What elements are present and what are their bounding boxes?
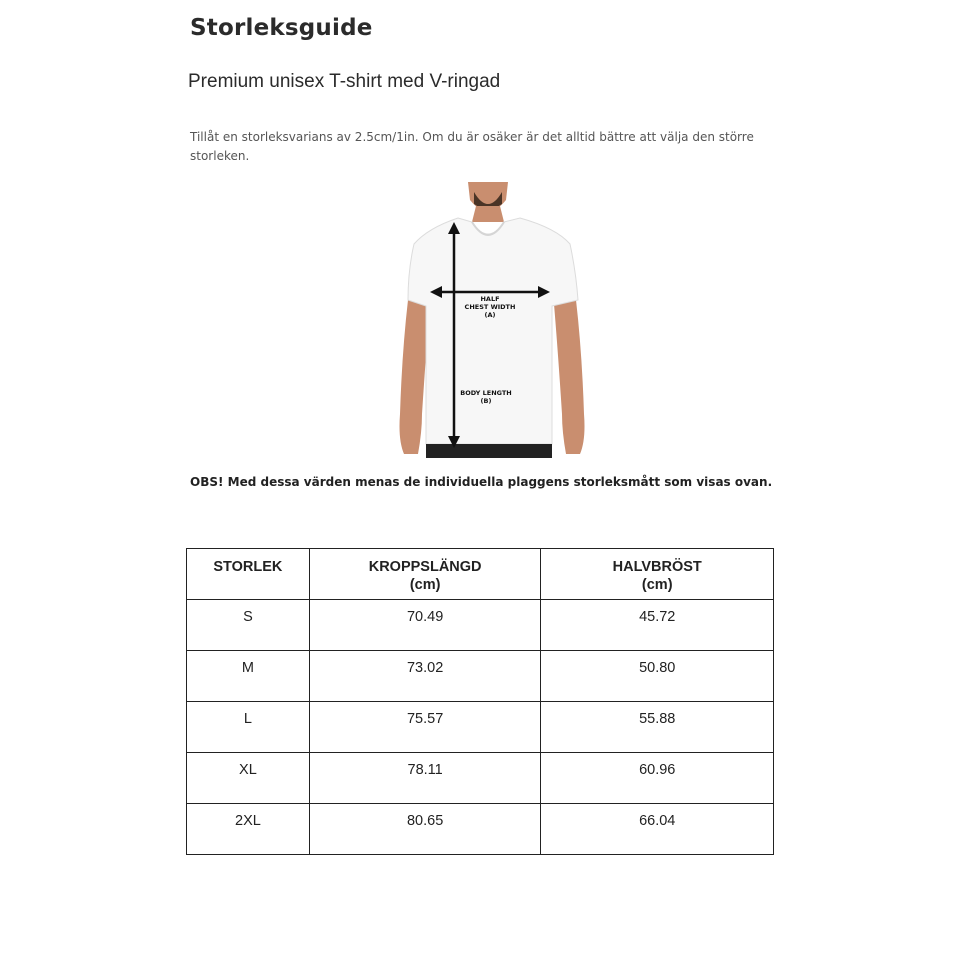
model-neck [472,206,504,222]
table-row [187,804,774,855]
cell-half-chest: 60.96 [541,753,774,804]
cell-half-chest: 50.80 [541,651,774,702]
size-variance-note: Tillåt en storleksvarians av 2.5cm/1in. Om du är osäker är det alltid bättre att välja den större storleken. [190,130,754,163]
cell-body-length: 75.57 [309,702,541,753]
header-half-chest: HALVBRÖST (cm) [541,549,774,600]
model-trousers [426,444,552,458]
cell-size: L [187,702,310,753]
tshirt-model-illustration [396,182,588,458]
cell-body-length: 73.02 [309,651,541,702]
cell-size: XL [187,753,310,804]
header-body-length: KROPPSLÄNGD (cm) [309,549,541,600]
cell-half-chest: 66.04 [541,804,774,855]
cell-body-length: 78.11 [309,753,541,804]
table-row [187,600,774,651]
model-right-arm [554,300,585,454]
table-row [187,753,774,804]
table-row [187,702,774,753]
cell-half-chest: 45.72 [541,600,774,651]
measurement-figure [396,182,588,458]
cell-size: 2XL [187,804,310,855]
cell-body-length: 80.65 [309,804,541,855]
cell-size: M [187,651,310,702]
cell-half-chest: 55.88 [541,702,774,753]
header-size: STORLEK [187,549,310,600]
page-title: Storleksguide [190,15,373,41]
product-name: Premium unisex T-shirt med V-ringad [188,71,501,92]
model-left-arm [400,300,431,454]
size-chart-table [186,548,774,855]
tshirt-shape [408,218,578,444]
cell-size: S [187,600,310,651]
half-chest-label: HALF CHEST WIDTH (A) [464,295,516,319]
table-header-row [187,549,774,600]
obs-note: OBS! Med dessa värden menas de individuella plaggens storleksmått som visas ovan. [190,475,773,489]
table-row [187,651,774,702]
cell-body-length: 70.49 [309,600,541,651]
body-length-label: BODY LENGTH (B) [460,389,512,405]
